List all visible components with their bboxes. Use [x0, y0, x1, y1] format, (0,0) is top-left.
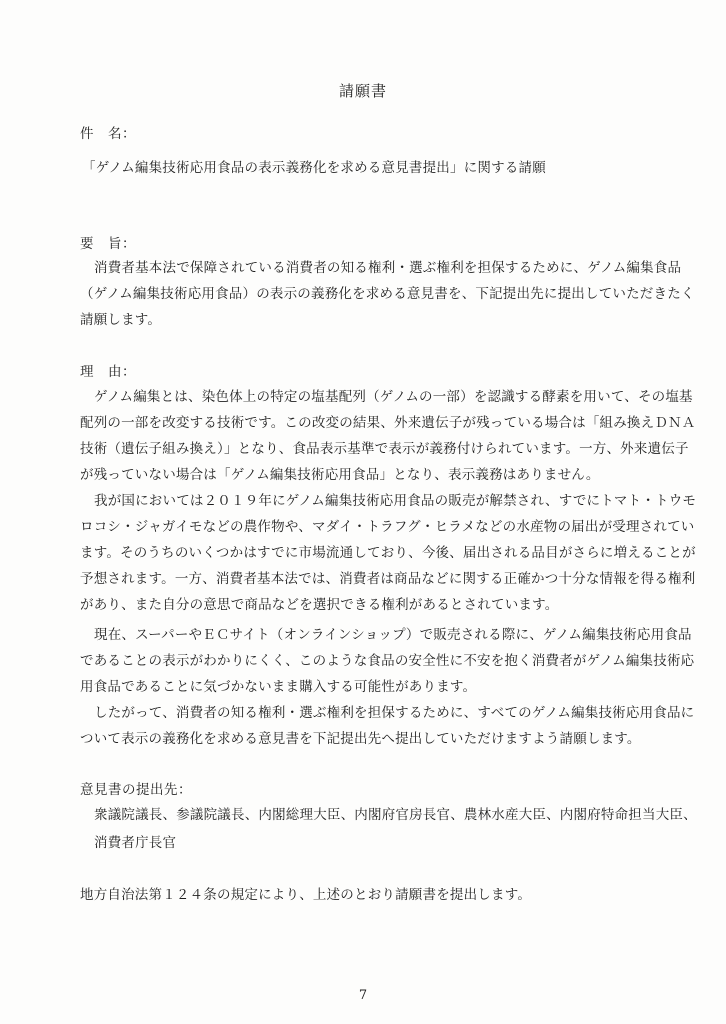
- reason-line: 現在、スーパーやＥＣサイト（オンラインショップ）で販売される際に、ゲノム編集技術応用食品: [94, 627, 692, 643]
- reason-line: したがって、消費者の知る権利・選ぶ権利を担保するために、すべてのゲノム編集技術応用食品に: [94, 705, 695, 721]
- closing-statement: 地方自治法第１２４条の規定により、上述のとおり請願書を提出します。: [80, 887, 532, 903]
- recipients-line: 消費者庁長官: [94, 835, 177, 851]
- reason-line: 配列の一部を改変する技術です。この改変の結果、外来遺伝子が残っている場合は「組み換えＤＮＡ: [80, 415, 696, 431]
- subject-heading: 件 名：: [80, 126, 136, 142]
- reason-line: ロコシ・ジャガイモなどの農作物や、マダイ・トラフグ・ヒラメなどの水産物の届出が受理されてい: [80, 519, 695, 535]
- reason-line: ゲノム編集とは、染色体上の特定の塩基配列（ゲノムの一部）を認識する酵素を用いて、その塩基: [94, 389, 693, 405]
- reason-line: 用食品であることに気づかないまま購入する可能性があります。: [80, 679, 477, 695]
- reason-line: 我が国においては２０１９年にゲノム編集技術応用食品の販売が解禁され、すでにトマト・トウモ: [94, 493, 697, 509]
- reason-line: であることの表示がわかりにくく、このような食品の安全性に不安を抱く消費者がゲノム編集技術応: [80, 653, 695, 669]
- reason-line: が残っていない場合は「ゲノム編集技術応用食品」となり、表示義務はありません。: [80, 467, 600, 483]
- summary-line: 消費者基本法で保障されている消費者の知る権利・選ぶ権利を担保するために、ゲノム編集食品: [94, 260, 682, 276]
- recipients-heading: 意見書の提出先：: [80, 782, 192, 798]
- reason-line: ついて表示の義務化を求める意見書を下記提出先へ提出していただけますよう請願します。: [80, 731, 641, 747]
- document-title: 請願書: [338, 82, 387, 100]
- reason-heading: 理 由：: [80, 364, 136, 380]
- summary-line: （ゲノム編集技術応用食品）の表示の義務化を求める意見書を、下記提出先に提出していただきたく: [80, 286, 695, 302]
- recipients-line: 衆議院議長、参議院議長、内閣総理大臣、内閣府官房長官、農林水産大臣、内閣府特命担当大臣、: [94, 807, 697, 823]
- page-number: 7: [358, 988, 368, 1003]
- reason-line: 技術（遺伝子組み換え）」となり、食品表示基準で表示が義務付けられています。一方、外来遺伝子: [80, 441, 689, 457]
- reason-line: があり、また自分の意思で商品などを選択できる権利があるとされています。: [80, 597, 559, 613]
- summary-heading: 要 旨：: [80, 236, 136, 252]
- reason-line: 予想されます。一方、消費者基本法では、消費者は商品などに関する正確かつ十分な情報を得る権利: [80, 571, 696, 587]
- summary-line: 請願します。: [80, 312, 162, 328]
- reason-line: ます。そのうちのいくつかはすでに市場流通しており、今後、届出される品目がさらに増えることが: [80, 545, 696, 561]
- subject-text: 「ゲノム編集技術応用食品の表示義務化を求める意見書提出」に関する請願: [82, 160, 546, 176]
